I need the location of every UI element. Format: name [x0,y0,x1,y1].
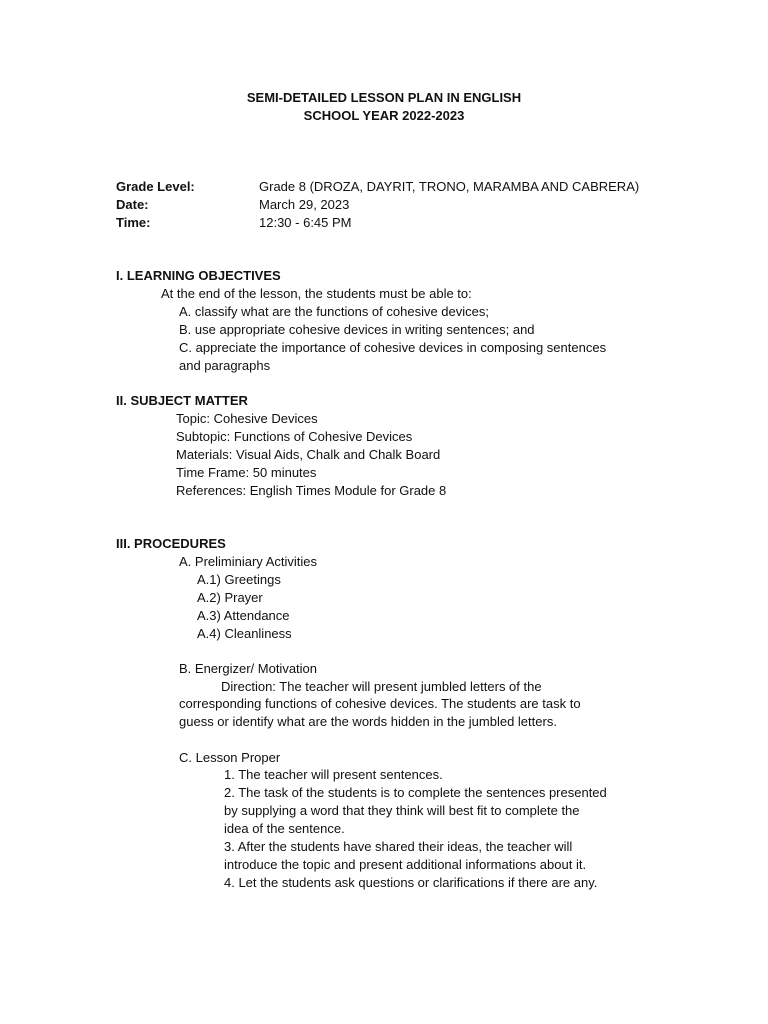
lesson-step-2-line2: by supplying a word that they think will best fit to complete the [224,803,580,818]
activity-greetings: A.1) Greetings [197,572,281,587]
lesson-step-2-line1: 2. The task of the students is to complete the sentences presented [224,785,607,800]
activity-prayer: A.2) Prayer [197,590,263,605]
subject-materials: Materials: Visual Aids, Chalk and Chalk Board [176,447,441,462]
lesson-step-3-line2: introduce the topic and present additional informations about it. [224,857,587,872]
lesson-step-4: 4. Let the students ask questions or clarifications if there are any. [224,875,598,890]
subject-time-frame: Time Frame: 50 minutes [176,465,317,480]
energizer-title: B. Energizer/ Motivation [179,661,318,676]
objectives-intro: At the end of the lesson, the students must be able to: [161,286,472,301]
activity-cleanliness: A.4) Cleanliness [197,626,292,641]
document-title: SEMI-DETAILED LESSON PLAN IN ENGLISH [246,90,522,105]
lesson-step-1: 1. The teacher will present sentences. [224,767,443,782]
activity-attendance: A.3) Attendance [197,608,290,623]
objective-a: A. classify what are the functions of cohesive devices; [179,304,489,319]
school-year: SCHOOL YEAR 2022-2023 [303,108,465,123]
subject-matter-heading: II. SUBJECT MATTER [116,393,248,408]
subject-topic: Topic: Cohesive Devices [176,411,318,426]
date-label: Date: [116,197,149,212]
objective-c-line1: C. appreciate the importance of cohesive devices in composing sentences [179,340,607,355]
subject-subtopic: Subtopic: Functions of Cohesive Devices [176,429,413,444]
energizer-text-line1: Direction: The teacher will present jumbled letters of the [221,679,542,694]
date-value: March 29, 2023 [259,197,350,212]
objectives-heading: I. LEARNING OBJECTIVES [116,268,281,283]
preliminary-activities-title: A. Preliminiary Activities [179,554,317,569]
lesson-step-2-line3: idea of the sentence. [224,821,345,836]
grade-level-label: Grade Level: [116,179,195,194]
lesson-step-3-line1: 3. After the students have shared their ideas, the teacher will [224,839,573,854]
energizer-text-line3: guess or identify what are the words hidden in the jumbled letters. [179,714,557,729]
objective-c-line2: and paragraphs [179,358,271,373]
objective-b: B. use appropriate cohesive devices in writing sentences; and [179,322,535,337]
energizer-text-line2: corresponding functions of cohesive devices. The students are task to [179,696,581,711]
time-value: 12:30 - 6:45 PM [259,215,352,230]
procedures-heading: III. PROCEDURES [116,536,226,551]
lesson-proper-title: C. Lesson Proper [179,750,281,765]
subject-references: References: English Times Module for Grade 8 [176,483,447,498]
grade-level-value: Grade 8 (DROZA, DAYRIT, TRONO, MARAMBA AND CABRERA) [259,179,640,194]
time-label: Time: [116,215,151,230]
